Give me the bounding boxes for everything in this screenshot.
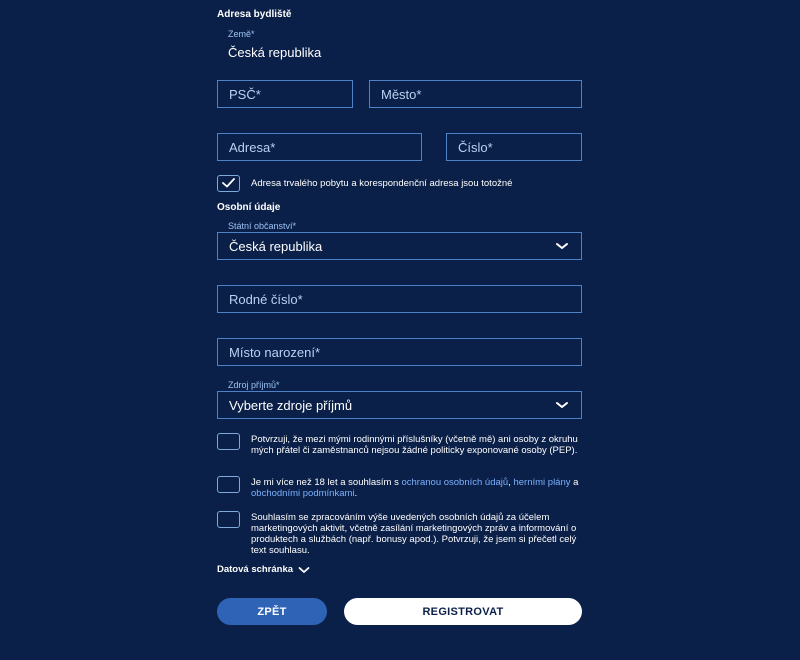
street-placeholder: Adresa*: [229, 139, 276, 155]
marketing-checkbox[interactable]: [217, 511, 240, 528]
terms-prefix: Je mi více než 18 let a souhlasím s: [251, 477, 402, 488]
terms-separator: a: [570, 477, 579, 488]
city-field[interactable]: [369, 80, 582, 108]
terms-consent-text: [251, 477, 582, 499]
same-address-checkbox[interactable]: [217, 175, 240, 192]
country-value: Česká republika: [228, 45, 322, 60]
address-section-title: Adresa bydliště: [217, 9, 292, 20]
pep-consent-text: Potvrzuji, že mezi mými rodinnými příslušníky (včetně mě) ani osoby z okruhu mých přátel či zaměstnanců nejsou žádné politicky exponované osoby (PEP).: [251, 434, 578, 456]
register-button[interactable]: [344, 598, 582, 625]
checkmark-icon: [222, 178, 235, 188]
zip-field[interactable]: [217, 80, 353, 108]
citizenship-select[interactable]: [217, 232, 582, 260]
terms-separator: ,: [508, 477, 514, 488]
same-address-label: Adresa trvalého pobytu a korespondenční adresa jsou totožné: [251, 178, 513, 189]
chevron-down-icon: [555, 400, 569, 410]
terms-suffix: .: [354, 488, 358, 499]
data-box-toggle[interactable]: [217, 564, 310, 575]
zip-placeholder: PSČ*: [229, 86, 261, 102]
register-button-label: REGISTROVAT: [422, 605, 504, 618]
birth-number-field[interactable]: [217, 285, 582, 313]
marketing-consent-text: Souhlasím se zpracováním výše uvedených osobních údajů za účelem marketingových aktivit, včetně zasílání marketingových zpráv a informování o produktech a službách (např. bonusy apod.). Potvrzuji, že jsem si přečetl celý text souhlasu.: [251, 512, 577, 556]
citizenship-label: Státní občanství*: [228, 221, 297, 231]
house-number-placeholder: Číslo*: [458, 139, 493, 155]
country-label: Země*: [228, 29, 255, 39]
personal-section-title: Osobní údaje: [217, 202, 281, 213]
terms-checkbox[interactable]: [217, 476, 240, 493]
game-plans-link[interactable]: herními plány: [513, 477, 571, 488]
citizenship-value: Česká republika: [229, 238, 323, 254]
birth-number-placeholder: Rodné číslo*: [229, 291, 303, 307]
birth-place-placeholder: Místo narození*: [229, 344, 321, 360]
back-button[interactable]: [217, 598, 327, 625]
back-button-label: ZPĚT: [257, 605, 287, 618]
city-placeholder: Město*: [381, 86, 422, 102]
house-number-field[interactable]: [446, 133, 582, 161]
birth-place-field[interactable]: [217, 338, 582, 366]
chevron-down-icon: [555, 241, 569, 251]
income-value: Vyberte zdroje příjmů: [229, 397, 353, 413]
privacy-link[interactable]: ochranou osobních údajů: [401, 477, 509, 488]
data-box-label: Datová schránka: [217, 564, 294, 575]
chevron-down-icon: [298, 566, 310, 574]
street-field[interactable]: [217, 133, 422, 161]
income-select[interactable]: [217, 391, 582, 419]
income-label: Zdroj příjmů*: [228, 380, 280, 390]
terms-link[interactable]: obchodními podmínkami: [251, 488, 355, 499]
pep-checkbox[interactable]: [217, 433, 240, 450]
